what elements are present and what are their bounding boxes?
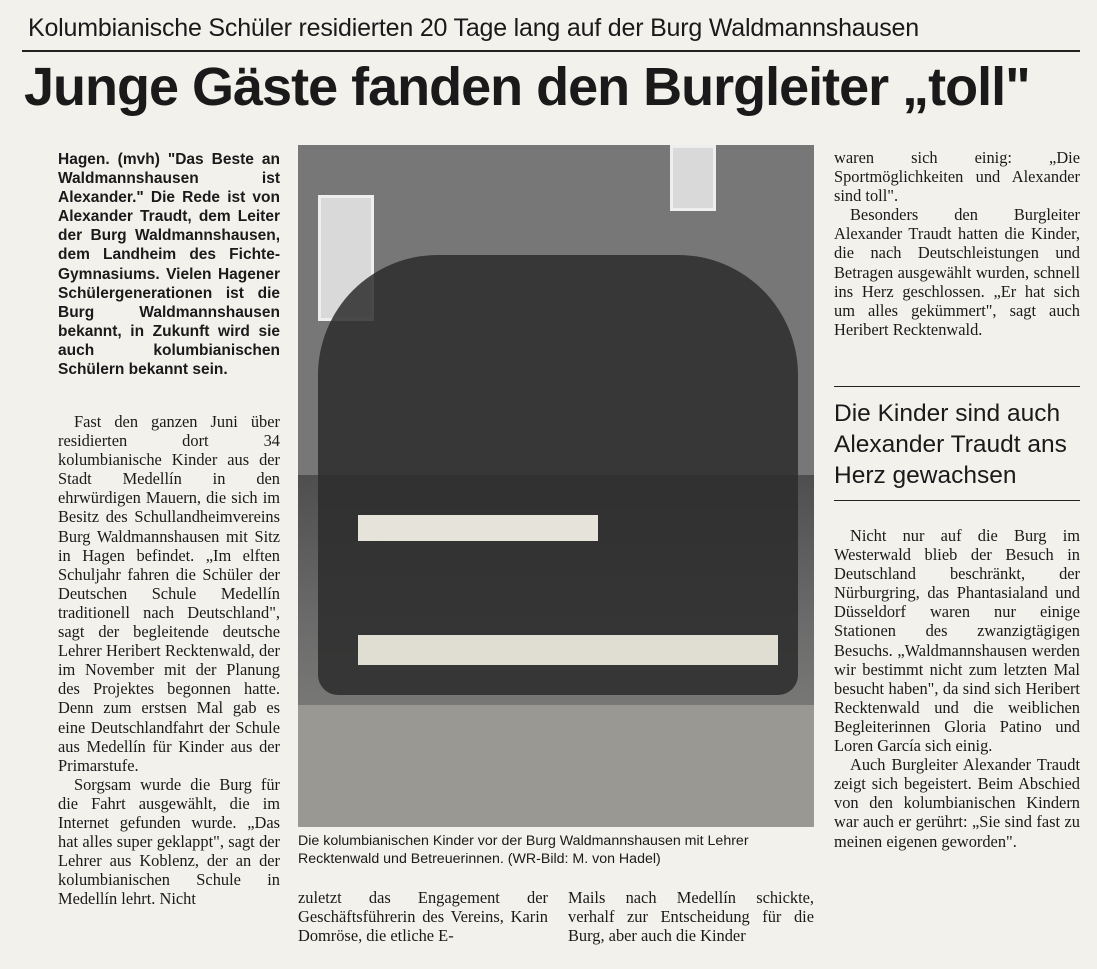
- body-column-1: [58, 412, 280, 908]
- subheadline: Die Kinder sind auch Alexander Traudt ans Herz gewachsen: [834, 400, 1067, 489]
- photo-ground: [298, 705, 814, 827]
- body-column-3: [568, 888, 814, 945]
- photo-group-of-children: [318, 255, 798, 695]
- body5-paragraph-2: Auch Burgleiter Alexander Traudt zeigt sich begeistert. Beim Abschied von den kolumbianischen Kindern war auch er gerührt: „Sie sind fast zu meinen eigenen geworden".: [834, 755, 1080, 851]
- body4-paragraph-2: Besonders den Burgleiter Alexander Traudt hatten die Kinder, die nach Deutschleistungen und Betragen ausgewählt wurden, schnell ins Herz geschlossen. „Er hat sich um alles gekümmert", sagt auch Heribert Recktenwald.: [834, 205, 1080, 339]
- body1-paragraph-2: Sorgsam wurde die Burg für die Fahrt ausgewählt, die im Internet gefunden wurde. „Das hat alles super geklappt", sagt der Lehrer aus Koblenz, der an der kolumbianischen Schule in Medellín lehrt. Nicht: [58, 774, 280, 909]
- photo-bench: [358, 635, 778, 665]
- body1-paragraph-1: Fast den ganzen Juni über residierten dort 34 kolumbianische Kinder aus der Stadt Medellín in den ehrwürdigen Mauern, die sich im Besitz des Schullandheimvereins Burg Waldmannshausen mit Sitz in Hagen befindet. „Im elften Schuljahr fahren die Schüler der Deutschen Schule Medellín traditionell nach Deutschland", sagt der begleitende deutsche Lehrer Heribert Recktenwald, der im November mit der Planung des Projektes begonnen hatte. Denn zum erstsen Mal gab es eine Deutschlandfahrt der Schule aus Medellín für Kinder aus der Primarstufe.: [58, 412, 280, 775]
- subhead-top-rule: [834, 386, 1080, 387]
- lead-text: Hagen. (mvh) "Das Beste an Waldmannshausen ist Alexander." Die Rede ist von Alexander Traudt, dem Leiter der Burg Waldmannshausen, dem Landheim des Fichte-Gymnasiums. Vielen Hagener Schülergenerationen ist die Burg Waldmannshausen bekannt, in Zukunft wird sie auch kolumbianischen Schülern bekannt sein.: [58, 151, 280, 379]
- subhead-bottom-rule: [834, 500, 1080, 501]
- kicker-rule: [22, 50, 1080, 52]
- body-column-5: [834, 526, 1080, 851]
- lead-paragraph: [58, 150, 280, 379]
- article-headline: Junge Gäste fanden den Burgleiter „toll": [24, 57, 1030, 117]
- body3-paragraph: Mails nach Medellín schickte, verhalf zur Entscheidung für die Burg, aber auch die Kinder: [568, 888, 814, 946]
- body4-paragraph-1: waren sich einig: „Die Sportmöglichkeiten und Alexander sind toll".: [834, 148, 1080, 206]
- body2-paragraph: zuletzt das Engagement der Geschäftsführerin des Vereins, Karin Domröse, die etliche E-: [298, 888, 548, 946]
- article-kicker: Kolumbianische Schüler residierten 20 Tage lang auf der Burg Waldmannshausen: [28, 14, 919, 42]
- photo-window: [670, 145, 716, 211]
- body-column-4: [834, 148, 1080, 339]
- photo-table: [358, 515, 598, 541]
- article-photo: [298, 145, 814, 827]
- body5-paragraph-1: Nicht nur auf die Burg im Westerwald blieb der Besuch in Deutschland beschränkt, der Nürburgring, das Phantasialand und Düsseldorf waren nur einige Stationen des zwanzigtägigen Besuchs. „Waldmannshausen werden wir bestimmt nicht zum letzten Mal besucht haben", da sind sich Heribert Recktenwald und die weiblichen Begleiterinnen Gloria Patino und Loren García sich einig.: [834, 526, 1080, 756]
- body-column-2: [298, 888, 548, 945]
- photo-caption: Die kolumbianischen Kinder vor der Burg Waldmannshausen mit Lehrer Recktenwald und Betreuerinnen. (WR-Bild: M. von Hadel): [298, 833, 749, 867]
